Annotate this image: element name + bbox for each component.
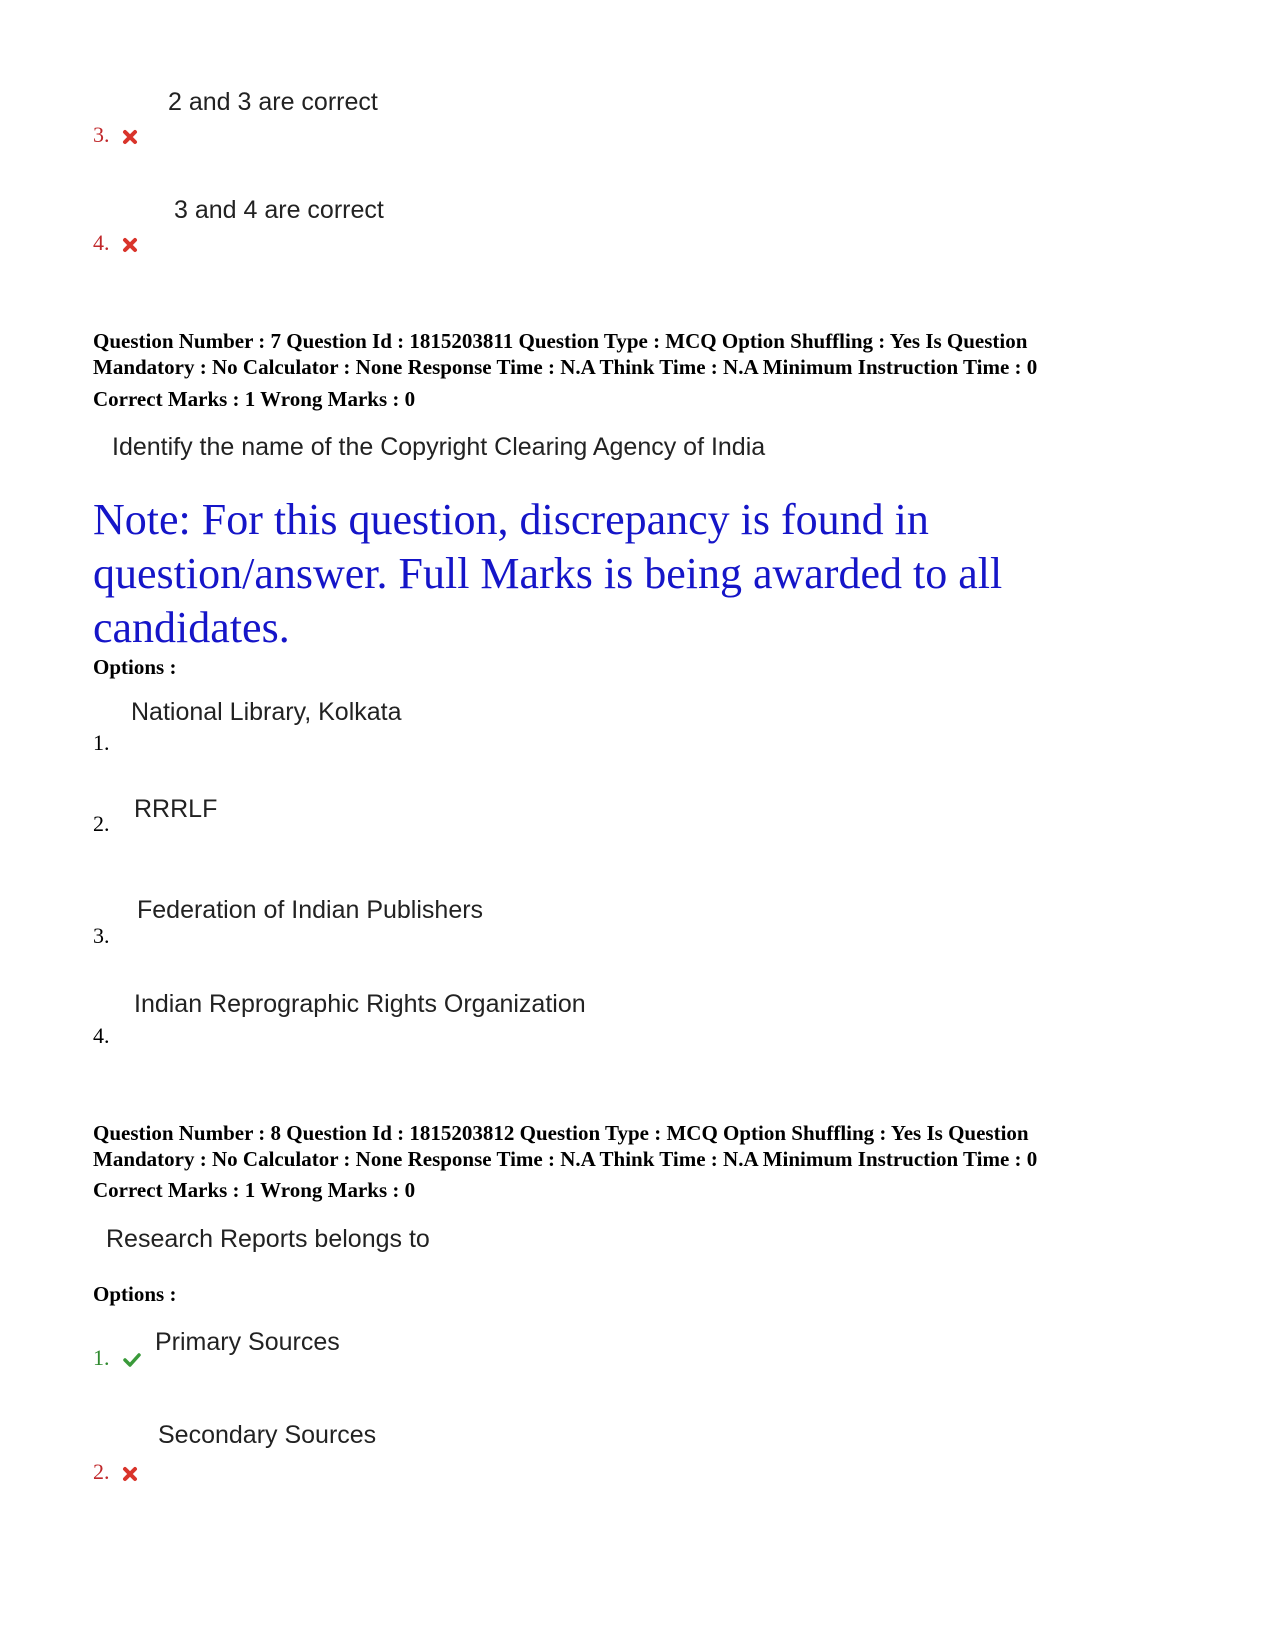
- check-icon: [121, 1351, 143, 1369]
- q8-meta: [93, 1120, 1213, 1172]
- q7-meta-line1: Question Number : 7 Question Id : 1815203811 Question Type : MCQ Option Shuffling : Yes Is Question: [93, 329, 1028, 353]
- q7-option-2-number: 2.: [93, 811, 110, 836]
- q8-options-label: Options :: [93, 1282, 177, 1306]
- cross-icon: [121, 1465, 139, 1483]
- prev-option-4-text: 3 and 4 are correct: [174, 196, 384, 224]
- prev-option-4-number: [93, 230, 139, 256]
- q8-meta-line1: Question Number : 8 Question Id : 1815203812 Question Type : MCQ Option Shuffling : Yes Is Question: [93, 1121, 1029, 1145]
- q8-option-1-number: [93, 1345, 143, 1371]
- q7-option-1-number: 1.: [93, 730, 110, 755]
- q7-option-1-text: National Library, Kolkata: [131, 698, 402, 726]
- prev-option-4-label: 4.: [93, 230, 110, 255]
- q7-meta-line2: Mandatory : No Calculator : None Response Time : N.A Think Time : N.A Minimum Instruction Time : 0: [93, 355, 1038, 379]
- prev-option-3-number: [93, 122, 139, 148]
- prev-option-3-label: 3.: [93, 122, 110, 147]
- q7-note-line2: question/answer. Full Marks is being awarded to all: [93, 549, 1003, 598]
- q7-option-4-number: 4.: [93, 1023, 110, 1048]
- cross-icon: [121, 128, 139, 146]
- q7-option-4-text: Indian Reprographic Rights Organization: [134, 990, 586, 1018]
- q8-option-1-label: 1.: [93, 1345, 110, 1370]
- q7-options-label: Options :: [93, 655, 177, 679]
- q8-option-2-number: [93, 1459, 139, 1485]
- q7-marks: Correct Marks : 1 Wrong Marks : 0: [93, 387, 416, 411]
- q7-note-line1: Note: For this question, discrepancy is found in: [93, 495, 929, 544]
- q7-question-text: Identify the name of the Copyright Clearing Agency of India: [112, 433, 766, 461]
- q7-meta: [93, 328, 1213, 380]
- cross-icon: [121, 236, 139, 254]
- q8-option-2-text: Secondary Sources: [158, 1421, 377, 1449]
- q7-option-3-number: 3.: [93, 923, 110, 948]
- q8-question-text: Research Reports belongs to: [106, 1225, 430, 1253]
- prev-option-3-text: 2 and 3 are correct: [168, 88, 378, 116]
- q8-meta-line2: Mandatory : No Calculator : None Response Time : N.A Think Time : N.A Minimum Instruction Time : 0: [93, 1147, 1038, 1171]
- q7-option-2-text: RRRLF: [134, 795, 218, 823]
- q8-option-1-text: Primary Sources: [155, 1328, 340, 1356]
- q8-marks: Correct Marks : 1 Wrong Marks : 0: [93, 1178, 416, 1202]
- q7-discrepancy-note: [93, 493, 1203, 655]
- q7-note-line3: candidates.: [93, 603, 290, 652]
- q8-option-2-label: 2.: [93, 1459, 110, 1484]
- q7-option-3-text: Federation of Indian Publishers: [137, 896, 484, 924]
